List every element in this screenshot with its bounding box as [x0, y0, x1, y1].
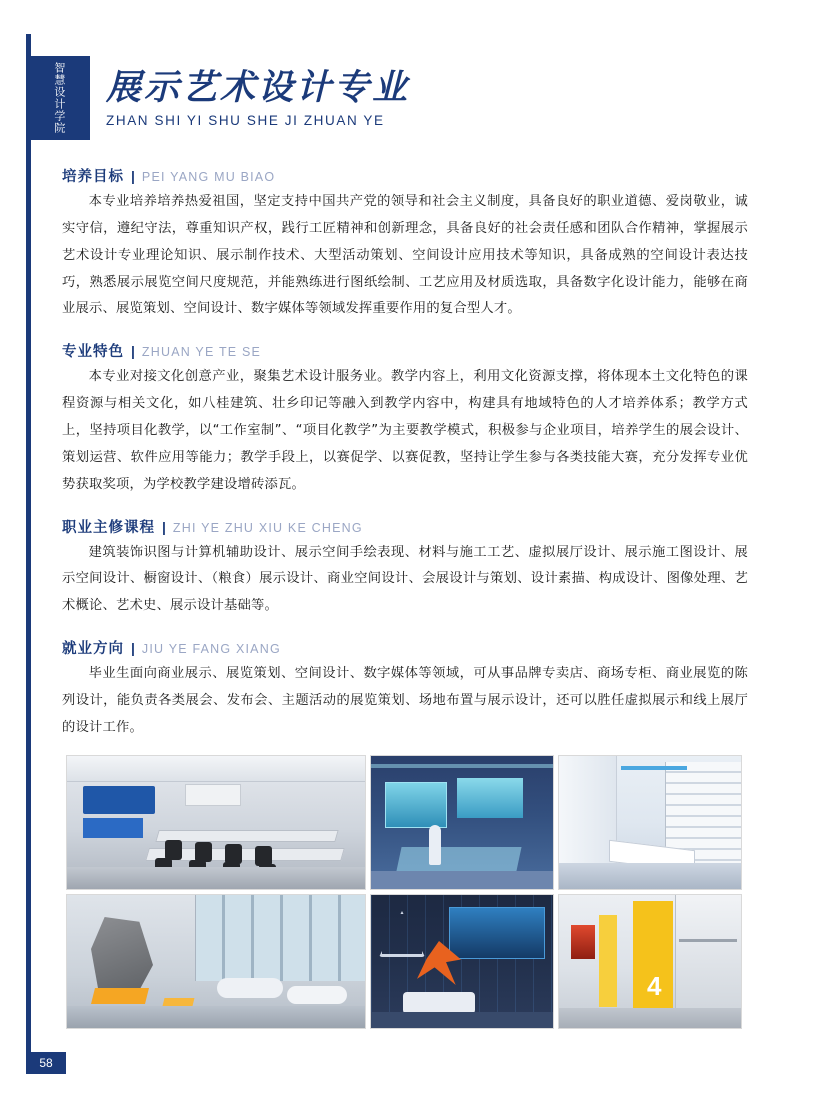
left-accent-rail: [26, 34, 31, 1066]
lab-chair: [195, 842, 212, 862]
section-body: 本专业培养培养热爱祖国，坚定支持中国共产党的领导和社会主义制度，具备良好的职业道德、爱岗敬业，诚实守信，遵纪守法，尊重知识产权，践行工匠精神和创新理念，具备良好的社会责任感和团队合作精神，掌握展示艺术设计专业理论知识、展示制作技术、大型活动策划、空间设计应用技术等知识，具备成熟的空间设计表达技巧，熟悉展示展览空间尺度规范，并能熟练进行图纸绘制、工艺应用及材质选取，具备数字化设计能力，能够在商业展示、展览策划、空间设计、数字媒体等领域发挥重要作用的复合型人才。: [62, 194, 748, 317]
exhibition-floor: [371, 871, 553, 889]
section-divider: |: [131, 168, 135, 184]
photo-gallery: [66, 755, 748, 1033]
lab-chair: [255, 846, 272, 866]
lounge-seating-pod: [287, 986, 347, 1004]
industrial-railing: [679, 939, 737, 942]
photo-lounge-with-yellow-seating: [66, 894, 366, 1029]
photo-exhibition-hall-blue: [370, 755, 554, 890]
exhibition-visitor: [429, 825, 441, 865]
section-title-cn: 培养目标: [62, 169, 124, 185]
dark-hall-floor: [371, 1012, 553, 1028]
section-core-courses: [62, 516, 748, 621]
lab-floor: [67, 867, 365, 889]
exhibition-scale-model: [396, 847, 521, 871]
section-divider: |: [131, 640, 135, 657]
section-heading: [62, 340, 748, 361]
lab-desk-row: [155, 830, 338, 842]
dark-hall-podium: [403, 992, 475, 1014]
lab-ceiling: [67, 756, 365, 782]
section-specialty-features: [62, 340, 748, 498]
photo-computer-lab-classroom: [66, 755, 366, 890]
lounge-floor: [67, 1006, 365, 1028]
industrial-yellow-wall-secondary: [599, 915, 617, 1007]
section-title-cn: 就业方向: [62, 641, 124, 658]
section-body: 本专业对接文化创意产业，聚集艺术设计服务业。教学内容上，利用文化资源支撑，将体现本土文化特色的课程资源与相关文化，如八桂建筑、壮乡印记等融入到教学内容中，构建具有地域特色的人才培养体系；教学方式上，坚持项目化教学，以“工作室制”、“项目化教学”为主要教学模式，积极参与企业项目，培养学生的展会设计、策划运营、软件应用等能力；教学手段上，以赛促学、以赛促教，坚持让学生参与各类技能大赛，充分发挥专业优势获取奖项，为学校教学建设增砖添瓦。: [62, 369, 748, 492]
page-header: [28, 56, 744, 140]
lounge-seating-pod: [217, 978, 283, 998]
header-text-block: [90, 56, 410, 140]
exhibition-ceiling-light: [371, 764, 553, 768]
section-employment-direction: [62, 637, 748, 742]
lab-wall-banner: [83, 786, 155, 814]
section-body: 毕业生面向商业展示、展览策划、空间设计、数字媒体等领域，可从事品牌专卖店、商场专柜、商业展览的陈列设计，能负责各类展会、发布会、主题活动的展览策划、场地布置与展示设计，还可以胜任虚拟展示和线上展厅的设计工作。: [62, 666, 748, 735]
section-title-cn: 职业主修课程: [62, 519, 155, 536]
section-divider: |: [162, 518, 166, 535]
photo-white-corridor-showroom: [558, 755, 742, 890]
lounge-yellow-bench: [91, 988, 149, 1004]
section-heading: [62, 637, 748, 658]
page-title: 展示艺术设计专业: [106, 67, 411, 108]
bay-number-label: 4: [647, 971, 662, 1001]
section-title-en: PEI YANG MU BIAO: [141, 170, 276, 184]
section-divider: |: [131, 343, 135, 360]
exhibition-display-screen: [457, 778, 523, 818]
photo-dark-exhibition-sculpture: [370, 894, 554, 1029]
corridor-led-strip: [621, 766, 687, 770]
lab-chair: [225, 844, 242, 864]
section-title-cn: 专业特色: [62, 344, 124, 361]
section-title-en: ZHI YE ZHU XIU KE CHENG: [172, 520, 363, 535]
school-badge: [28, 56, 90, 140]
section-body: 建筑装饰识图与计算机辅助设计、展示空间手绘表现、材料与施工工艺、虚拟展厅设计、展示施工图设计、展示空间设计、橱窗设计、（粮食）展示设计、商业空间设计、会展设计与策划、设计素描、构成设计、图像处理、艺术概论、艺术史、展示设计基础等。: [62, 544, 748, 614]
lab-wall-sign: [185, 784, 241, 806]
industrial-red-poster: [571, 925, 595, 959]
photo-industrial-yellow-bay: [558, 894, 742, 1029]
page-title-pinyin: ZHAN SHI YI SHU SHE JI ZHUAN YE: [106, 113, 385, 129]
page-number: 58: [26, 1052, 66, 1074]
content-area: [62, 165, 748, 759]
gallery-row-2: [66, 894, 748, 1029]
lounge-window-wall: [195, 895, 365, 981]
corridor-floor: [559, 863, 741, 889]
section-title-en: JIU YE FANG XIANG: [141, 642, 281, 657]
exhibition-display-screen: [385, 782, 447, 828]
section-title-en: ZHUAN YE TE SE: [141, 345, 262, 360]
lab-wall-banner-secondary: [83, 818, 143, 838]
lounge-rock-sculpture: [91, 917, 153, 997]
section-heading: [62, 165, 748, 186]
lab-chair: [165, 840, 182, 860]
school-badge-label: 智慧设计学院: [52, 62, 66, 134]
section-heading: [62, 516, 748, 537]
section-training-goal: [62, 165, 748, 323]
dark-hall-video-wall: [449, 907, 545, 959]
industrial-floor: [559, 1008, 741, 1028]
gallery-row-1: [66, 755, 748, 890]
